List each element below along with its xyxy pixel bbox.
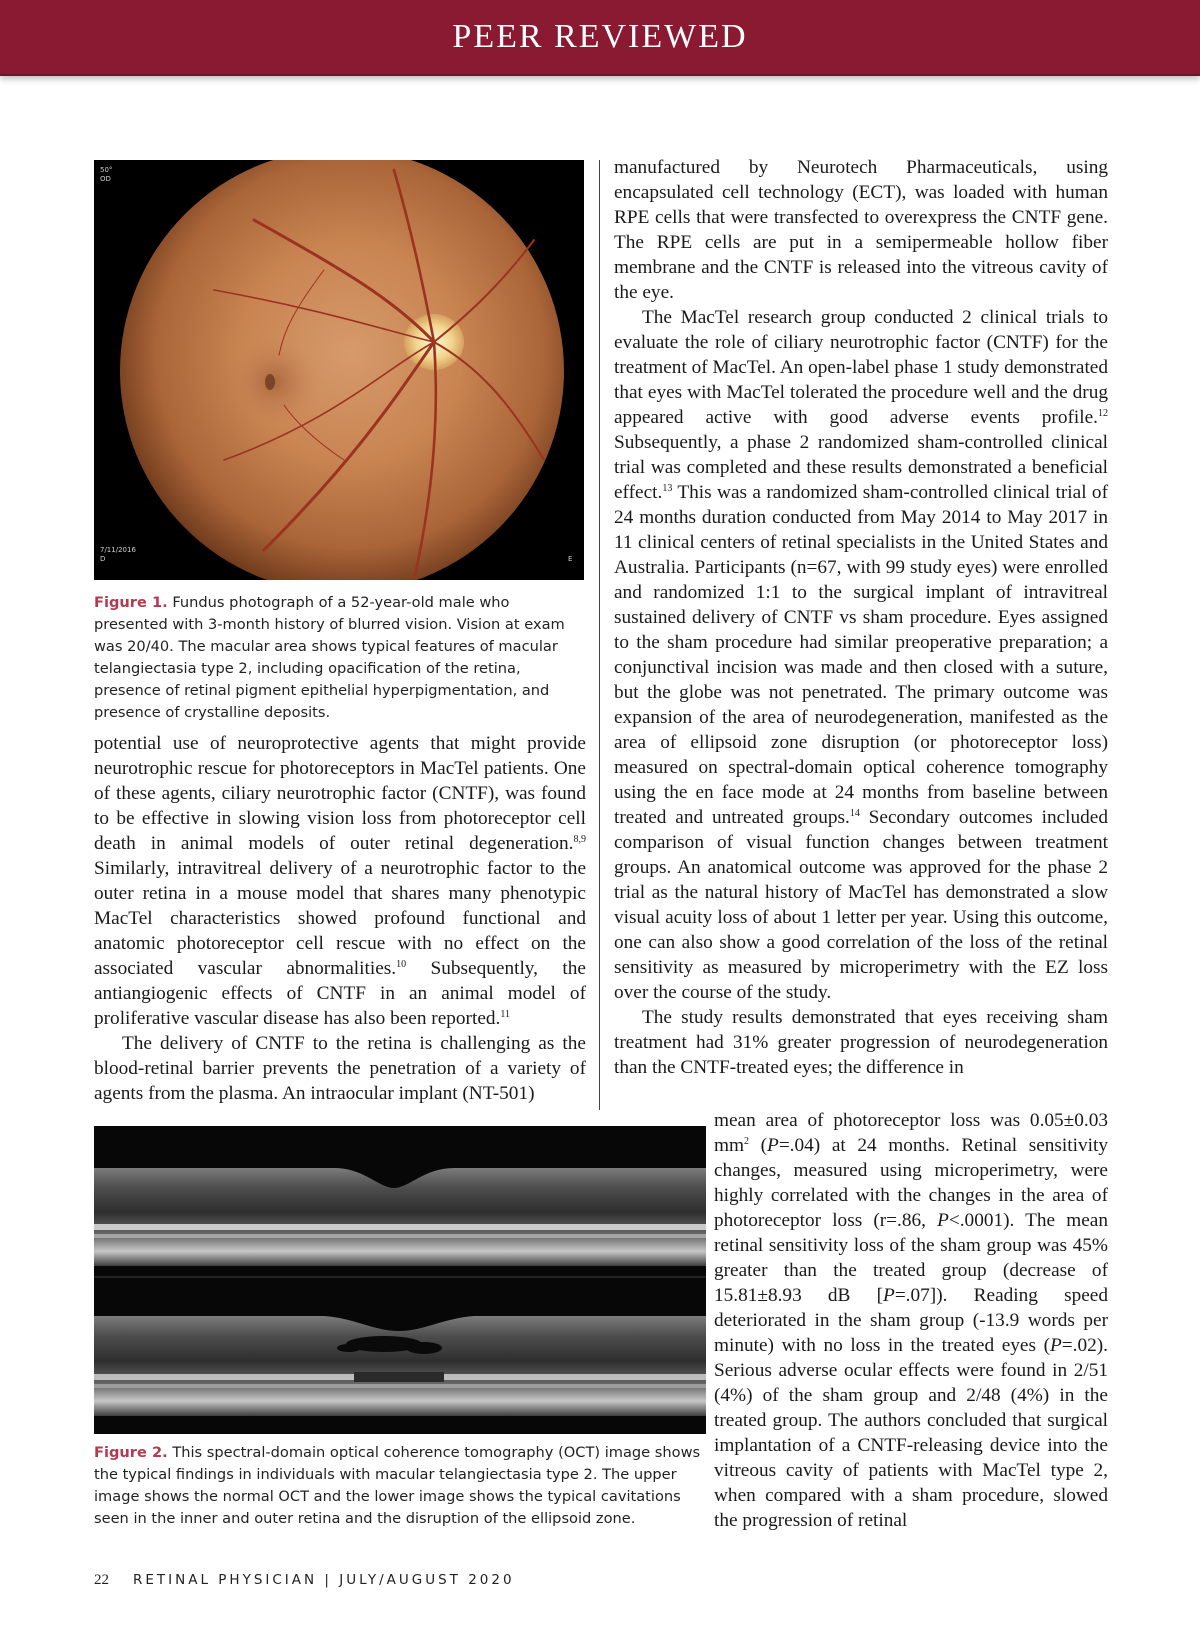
figure-1-caption [94, 592, 584, 724]
text-run: manufactured by Neurotech Pharmaceuticals, using encapsulated cell technology (ECT), was loaded with human RPE cells that were transfected to overexpress the CNTF gene. The RPE cells are put in a semipermeable hollow fiber membrane and the CNTF is released into the vitreous cavity of the eye. [614, 157, 1108, 303]
citation-ref: 10 [396, 959, 407, 970]
italic-text: P [883, 1285, 895, 1306]
figure-1-caption-text: Fundus photograph of a 52-year-old male who presented with 3-month history of blurred vision. Vision at exam was 20/40. The macular area shows typical features of macular telangiectasia type 2, including opacification of the retina, presence of retinal pigment epithelial hyperpigmentation, and presence of crystalline deposits. [94, 594, 565, 721]
paragraph [614, 155, 1108, 305]
citation-ref: 14 [849, 808, 860, 819]
oct-scan [94, 1126, 706, 1434]
fundus-date-label: 7/11/2016 D [100, 546, 136, 563]
citation-ref: 13 [662, 483, 673, 494]
column-divider [599, 160, 600, 1110]
text-run: This was a randomized sham-controlled clinical trial of 24 months duration conducted from May 2014 to May 2017 in 11 clinical centers of retinal specialists in the United States and Australia. Participants (n=67, with 99 study eyes) were enrolled and randomized 1:1 to the surgical implant of intravitreal sustained delivery of CNTF vs sham procedure. Eyes assigned to the sham procedure had similar preoperative preparation; a conjunctival incision was made and then closed with a suture, but the globe was not penetrated. The primary outcome was expansion of the area of neurodegeneration, manifested as the area of ellipsoid zone disruption (or photoreceptor loss) measured on spectral-domain optical coherence tomography using the en face mode at 24 months from baseline between treated and untreated groups. [614, 482, 1108, 828]
paragraph [714, 1108, 1108, 1533]
text-run: Subsequently, a phase 2 randomized sham-controlled clinical trial was completed and these results demonstrated a beneficial effect. [614, 432, 1108, 503]
figure-2-label: Figure 2. [94, 1444, 168, 1461]
text-run: =.04) at 24 months. Retinal sensitivity changes, measured using microperimetry, were highly correlated with the changes in the area of photoreceptor loss (r=.86, [714, 1135, 1108, 1231]
paragraph [614, 305, 1108, 1005]
paragraph [94, 1031, 586, 1106]
italic-text: P [1050, 1335, 1062, 1356]
right-column-continuation [714, 1108, 1108, 1533]
text-run: potential use of neuroprotective agents that might provide neurotrophic rescue for photoreceptors in MacTel patients. One of these agents, ciliary neurotrophic factor (CNTF), was found to be effective in slowing vision loss from photoreceptor cell death in animal models of outer retinal degeneration. [94, 733, 586, 854]
text-run: <.0001). The mean retinal sensitivity loss of the sham group was 45% greater than the treated group (decrease of 15.81±8.93 dB [ [714, 1210, 1108, 1306]
text-run: Subsequently, the antiangiogenic effects of CNTF in an animal model of proliferative vascular disease has also been reported. [94, 958, 586, 1029]
figure-2-caption [94, 1442, 706, 1530]
text-run: The MacTel research group conducted 2 clinical trials to evaluate the role of ciliary neurotrophic factor (CNTF) for the treatment of MacTel. An open-label phase 1 study demonstrated that eyes with MacTel tolerated the procedure well and the drug appeared active with good adverse events profile. [614, 307, 1108, 428]
text-run: ( [749, 1135, 768, 1156]
paragraph [94, 731, 586, 1031]
text-run: The delivery of CNTF to the retina is challenging as the blood-retinal barrier prevents the penetration of a variety of agents from the plasma. An intraocular implant (NT-501) [94, 1033, 586, 1104]
text-run: Secondary outcomes included comparison of visual function changes between treatment groups. An anatomical outcome was approved for the phase 2 trial as the natural history of MacTel has demonstrated a slow visual acuity loss of about 1 letter per year. Using this outcome, one can also show a good correlation of the loss of the retinal sensitivity as measured by microperimetry with the EZ loss over the course of the study. [614, 807, 1108, 1003]
italic-text: P [767, 1135, 779, 1156]
italic-text: P [937, 1210, 949, 1231]
text-run: =.02). Serious adverse ocular effects were found in 2/51 (4%) of the sham group and 2/48 (4%) in the treated group. The authors concluded that surgical implantation of a CNTF-releasing device into the vitreous cavity of patients with MacTel type 2, when compared with a sham procedure, slowed the progression of retinal [714, 1335, 1108, 1531]
paragraph [614, 1005, 1108, 1080]
figure-1-label: Figure 1. [94, 594, 168, 611]
right-column-text [614, 155, 1108, 1080]
text-run: Similarly, intravitreal delivery of a neurotrophic factor to the outer retina in a mouse model that shares many phenotypic MacTel characteristics showed profound functional and anatomic photoreceptor cell rescue with no effect on the associated vascular abnormalities. [94, 858, 586, 979]
citation-ref: 12 [1098, 408, 1108, 419]
page-number: 22 [94, 1572, 109, 1588]
page-footer [94, 1572, 515, 1589]
text-run: =.07]). Reading speed deteriorated in the sham group (-13.9 words per minute) with no loss in the treated eyes ( [714, 1285, 1108, 1356]
fundus-corner-label: E [568, 555, 573, 563]
section-title: PEER REVIEWED [452, 18, 748, 55]
text-run: mean area of photoreceptor loss was 0.05±0.03 mm [714, 1110, 1108, 1156]
fundus-photo [94, 160, 584, 580]
citation-ref: 11 [500, 1009, 510, 1020]
publication-name: RETINAL PHYSICIAN | JULY/AUGUST 2020 [133, 1572, 515, 1588]
header-banner [0, 0, 1200, 76]
figure-2-image [94, 1126, 706, 1434]
text-run: The study results demonstrated that eyes receiving sham treatment had 31% greater progression of neurodegeneration than the CNTF-treated eyes; the difference in [614, 1007, 1108, 1078]
left-column-text [94, 731, 586, 1106]
fundus-field-label: 50° OD [100, 166, 113, 183]
figure-2-caption-text: This spectral-domain optical coherence tomography (OCT) image shows the typical findings in individuals with macular telangiectasia type 2. The upper image shows the normal OCT and the lower image shows the typical cavitations seen in the inner and outer retina and the disruption of the ellipsoid zone. [94, 1444, 701, 1527]
citation-ref: 8,9 [573, 834, 586, 845]
figure-1-image [94, 160, 584, 580]
citation-ref: 2 [744, 1136, 749, 1147]
